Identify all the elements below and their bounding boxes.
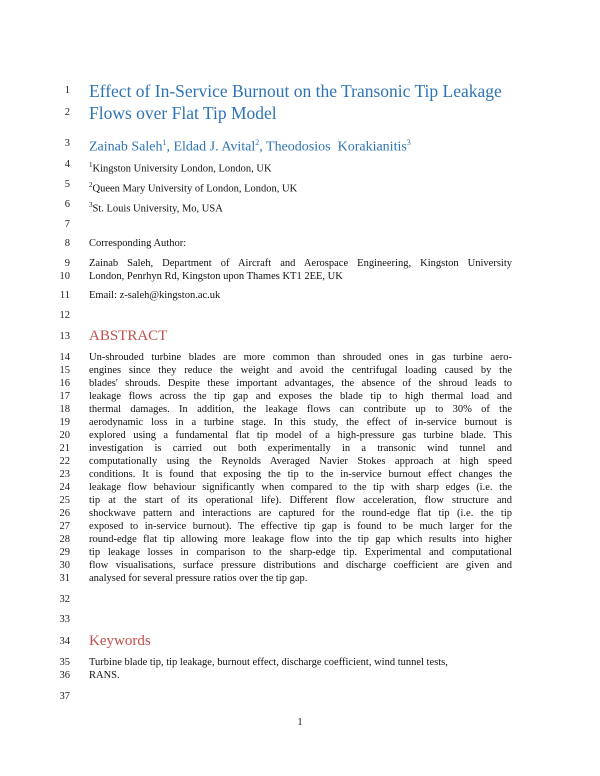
affiliation: [89, 198, 223, 217]
line-number: 34: [59, 636, 70, 647]
author-name: Theodosios Korakianitis: [266, 139, 407, 155]
abstract-line: aerodynamic loss in a turbine stage. In this study, the effect of in-service burnout is: [89, 417, 512, 428]
line-number: 23: [59, 469, 70, 480]
author-affiliation-mark: 1: [162, 138, 167, 147]
keywords-line: RANS.: [89, 670, 120, 681]
line-number: 7: [64, 219, 70, 230]
abstract-heading: ABSTRACT: [89, 328, 168, 344]
line-number: 21: [59, 443, 70, 454]
abstract-line: thermal damages. In addition, the leakage flows can contribute up to 30% of the: [89, 404, 512, 415]
keywords-heading: Keywords: [89, 633, 151, 649]
line-number: 1: [64, 85, 70, 96]
keywords-line: Turbine blade tip, tip leakage, burnout effect, discharge coefficient, wind tunnel tests,: [89, 657, 448, 668]
abstract-line: conditions. It is found that exposing the tip to the in-service burnout effect changes the: [89, 469, 512, 480]
line-number: 16: [59, 378, 70, 389]
abstract-line: leakage flows across the tip gap and exposes the blade tip to high thermal load and: [89, 391, 512, 402]
corresponding-author-label: Corresponding Author:: [89, 238, 187, 249]
abstract-line: round-edge flat tip allowing more leakage flow into the tip gap which results into higher: [89, 534, 512, 545]
abstract-line: leakage flow behaviour significantly when compared to the tip with sharp edges (i.e. the: [89, 482, 512, 493]
affiliation-text: Queen Mary University of London, London, UK: [92, 183, 298, 195]
corresponding-author-line: Zainab Saleh, Department of Aircraft and Aerospace Engineering, Kingston University: [89, 258, 512, 269]
line-number: 31: [59, 573, 70, 584]
line-number: 12: [59, 310, 70, 321]
line-number: 33: [59, 614, 70, 625]
line-number: 37: [59, 691, 70, 702]
affiliation-text: St. Louis University, Mo, USA: [92, 203, 223, 215]
line-number: 2: [64, 107, 70, 118]
line-number: 28: [59, 534, 70, 545]
abstract-line: blades' shrouds. Despite these important advantages, the absence of the shroud leads to: [89, 378, 512, 389]
affiliation-text: Kingston University London, London, UK: [92, 163, 272, 175]
affiliation-mark: 2: [89, 181, 93, 189]
line-number: 32: [59, 594, 70, 605]
line-number: 20: [59, 430, 70, 441]
author-list: Zainab Saleh$^1$, Eldad J. Avital$^2$, Theodosios Korakianitis$^3$: [89, 138, 411, 155]
line-number: 27: [59, 521, 70, 532]
title-line: Effect of In-Service Burnout on the Transonic Tip Leakage: [89, 81, 502, 101]
author-affiliation-mark: 3: [406, 138, 411, 147]
line-number: 3: [64, 138, 70, 149]
page-number: 1: [297, 717, 303, 728]
abstract-line: Un-shrouded turbine blades are more common than shrouded ones in gas turbine aero-: [89, 352, 512, 363]
line-number: 15: [59, 365, 70, 376]
abstract-line: explored using a fundamental flat tip model of a high-pressure gas turbine blade. This: [89, 430, 512, 441]
line-number: 5: [64, 179, 70, 190]
abstract-line: tip at the start of its operational life). Different flow acceleration, flow structure and: [89, 495, 512, 506]
abstract-line: shockwave pattern and interactions are captured for the round-edge flat tip (i.e. the tip: [89, 508, 512, 519]
abstract-line: investigation is carried out both experimentally in a transonic wind tunnel and: [89, 443, 512, 454]
line-number: 4: [64, 159, 70, 170]
line-number: 8: [64, 238, 70, 249]
line-number: 24: [59, 482, 70, 493]
line-number: 25: [59, 495, 70, 506]
line-number: 30: [59, 560, 70, 571]
line-number: 29: [59, 547, 70, 558]
title-line: Flows over Flat Tip Model: [89, 103, 277, 123]
author-affiliation-mark: 2: [255, 138, 260, 147]
abstract-line: flow visualisations, surface pressure distributions and discharge coefficient are given and: [89, 560, 512, 571]
line-number: 19: [59, 417, 70, 428]
corresponding-author-line: London, Penrhyn Rd, Kingston upon Thames KT1 2EE, UK: [89, 271, 343, 282]
affiliation-mark: 1: [89, 161, 93, 169]
line-number: 13: [59, 331, 70, 342]
line-number: 10: [59, 271, 70, 282]
line-number: 26: [59, 508, 70, 519]
abstract-line: computationally using the Reynolds Averaged Navier Stokes approach at high speed: [89, 456, 512, 467]
abstract-line: engines since they reduce the weight and avoid the centrifugal loading caused by the: [89, 365, 512, 376]
author-name: Zainab Saleh: [89, 139, 163, 155]
author-name: Eldad J. Avital: [173, 139, 256, 155]
line-number: 6: [64, 199, 70, 210]
line-number: 22: [59, 456, 70, 467]
line-number: 36: [59, 670, 70, 681]
affiliation-mark: 3: [89, 201, 93, 209]
abstract-line: exposed to in-service burnout). The effective tip gap is found to be much larger for the: [89, 521, 512, 532]
line-number: 14: [59, 352, 70, 363]
line-number: 35: [59, 657, 70, 668]
corresponding-author-email: Email: z-saleh@kingston.ac.uk: [89, 290, 221, 301]
affiliation: [89, 178, 297, 197]
line-number: 17: [59, 391, 70, 402]
line-number: 11: [59, 290, 70, 301]
line-number: 18: [59, 404, 70, 415]
affiliation: [89, 158, 272, 177]
abstract-line: analysed for several pressure ratios over the tip gap.: [89, 573, 308, 584]
line-number: 9: [64, 258, 70, 269]
abstract-line: tip leakage losses in comparison to the sharp-edge tip. Experimental and computational: [89, 547, 512, 558]
